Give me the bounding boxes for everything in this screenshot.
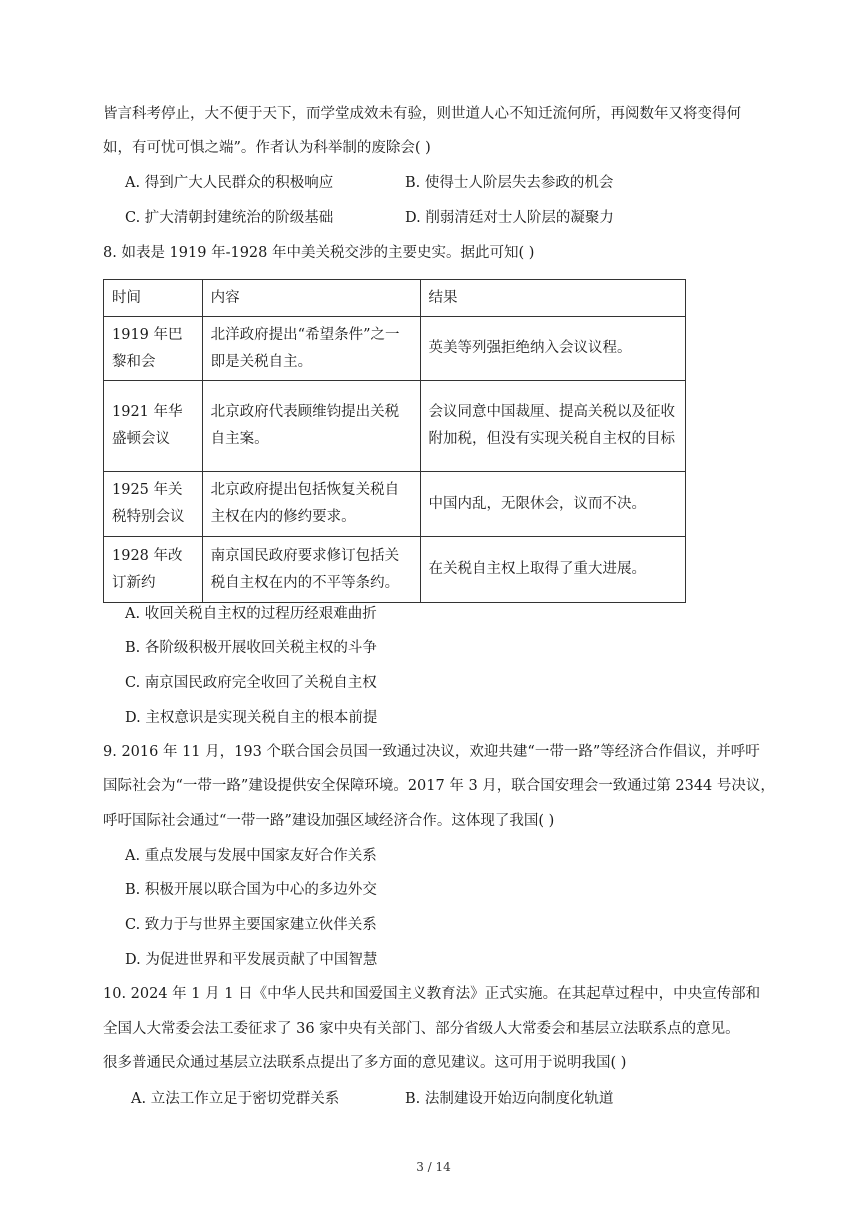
q7-option-b: B. 使得士人阶层失去参政的机会 bbox=[405, 175, 614, 191]
table-header-row bbox=[104, 280, 686, 317]
q9-stem-line-3: 呼吁国际社会通过“一带一路”建设加强区域经济合作。这体现了我国( ) bbox=[103, 813, 555, 829]
table-cell-time: 1919 年巴黎和会 bbox=[104, 317, 203, 381]
table-cell-result: 在关税自主权上取得了重大进展。 bbox=[420, 537, 685, 603]
q7-option-a: A. 得到广大人民群众的积极响应 bbox=[125, 175, 334, 191]
q10-option-b: B. 法制建设开始迈向制度化轨道 bbox=[405, 1091, 614, 1107]
q9-option-c: C. 致力于与世界主要国家建立伙伴关系 bbox=[125, 917, 377, 933]
q7-option-d: D. 削弱清廷对士人阶层的凝聚力 bbox=[405, 210, 614, 226]
q10-stem-line-3: 很多普通民众通过基层立法联系点提出了多方面的意见建议。这可用于说明我国( ) bbox=[103, 1055, 627, 1071]
table-cell-result: 中国内乱，无限休会，议而不决。 bbox=[420, 472, 685, 537]
q10-stem-line-2: 全国人大常委会法工委征求了 36 家中央有关部门、部分省级人大常委会和基层立法联系点的意见。 bbox=[103, 1021, 740, 1037]
q8-option-c: C. 南京国民政府完全收回了关税自主权 bbox=[125, 675, 377, 691]
table-header-cell: 内容 bbox=[202, 280, 420, 317]
table-cell-content: 北洋政府提出“希望条件”之一即是关税自主。 bbox=[202, 317, 420, 381]
q7-stem-line-2: 如，有可忧可惧之端”。作者认为科举制的废除会( ) bbox=[103, 140, 431, 156]
table-header-cell: 时间 bbox=[104, 280, 203, 317]
table-cell-result: 英美等列强拒绝纳入会议议程。 bbox=[420, 317, 685, 381]
table-cell-content: 北京政府代表顾维钧提出关税自主案。 bbox=[202, 381, 420, 472]
q9-stem-line-1: 9. 2016 年 11 月，193 个联合国会员国一致通过决议，欢迎共建“一带一路”等经济合作倡议，并呼吁 bbox=[103, 744, 760, 760]
q8-table bbox=[103, 279, 686, 603]
q7-stem-line-1: 皆言科考停止，大不便于天下，而学堂成效未有验，则世道人心不知迁流何所，再阅数年又将变得何 bbox=[103, 106, 741, 122]
table-cell-time: 1925 年关税特别会议 bbox=[104, 472, 203, 537]
q9-stem-line-2: 国际社会为“一带一路”建设提供安全保障环境。2017 年 3 月，联合国安理会一致通过第 2344 号决议， bbox=[103, 778, 775, 794]
q10-option-a: A. 立法工作立足于密切党群关系 bbox=[131, 1091, 340, 1107]
table-cell-result: 会议同意中国裁厘、提高关税以及征收附加税，但没有实现关税自主权的目标 bbox=[420, 381, 685, 472]
table-header-cell: 结果 bbox=[420, 280, 685, 317]
q8-option-a: A. 收回关税自主权的过程历经艰难曲折 bbox=[125, 606, 377, 622]
table-cell-time: 1928 年改订新约 bbox=[104, 537, 203, 603]
table-cell-time: 1921 年华盛顿会议 bbox=[104, 381, 203, 472]
q7-option-c: C. 扩大清朝封建统治的阶级基础 bbox=[125, 210, 334, 226]
table-row bbox=[104, 381, 686, 472]
page-number: 3 / 14 bbox=[416, 1160, 451, 1174]
q10-stem-line-1: 10. 2024 年 1 月 1 日《中华人民共和国爱国主义教育法》正式实施。在其起草过程中，中央宣传部和 bbox=[103, 986, 761, 1002]
table-row bbox=[104, 537, 686, 603]
q9-option-d: D. 为促进世界和平发展贡献了中国智慧 bbox=[125, 952, 378, 968]
q9-option-a: A. 重点发展与发展中国家友好合作关系 bbox=[125, 848, 377, 864]
table-row bbox=[104, 472, 686, 537]
q8-stem: 8. 如表是 1919 年-1928 年中美关税交涉的主要史实。据此可知( ) bbox=[103, 245, 535, 261]
table-row bbox=[104, 317, 686, 381]
table-cell-content: 南京国民政府要求修订包括关税自主权在内的不平等条约。 bbox=[202, 537, 420, 603]
q8-option-d: D. 主权意识是实现关税自主的根本前提 bbox=[125, 710, 378, 726]
table-cell-content: 北京政府提出包括恢复关税自主权在内的修约要求。 bbox=[202, 472, 420, 537]
q9-option-b: B. 积极开展以联合国为中心的多边外交 bbox=[125, 882, 377, 898]
q8-option-b: B. 各阶级积极开展收回关税主权的斗争 bbox=[125, 640, 377, 656]
